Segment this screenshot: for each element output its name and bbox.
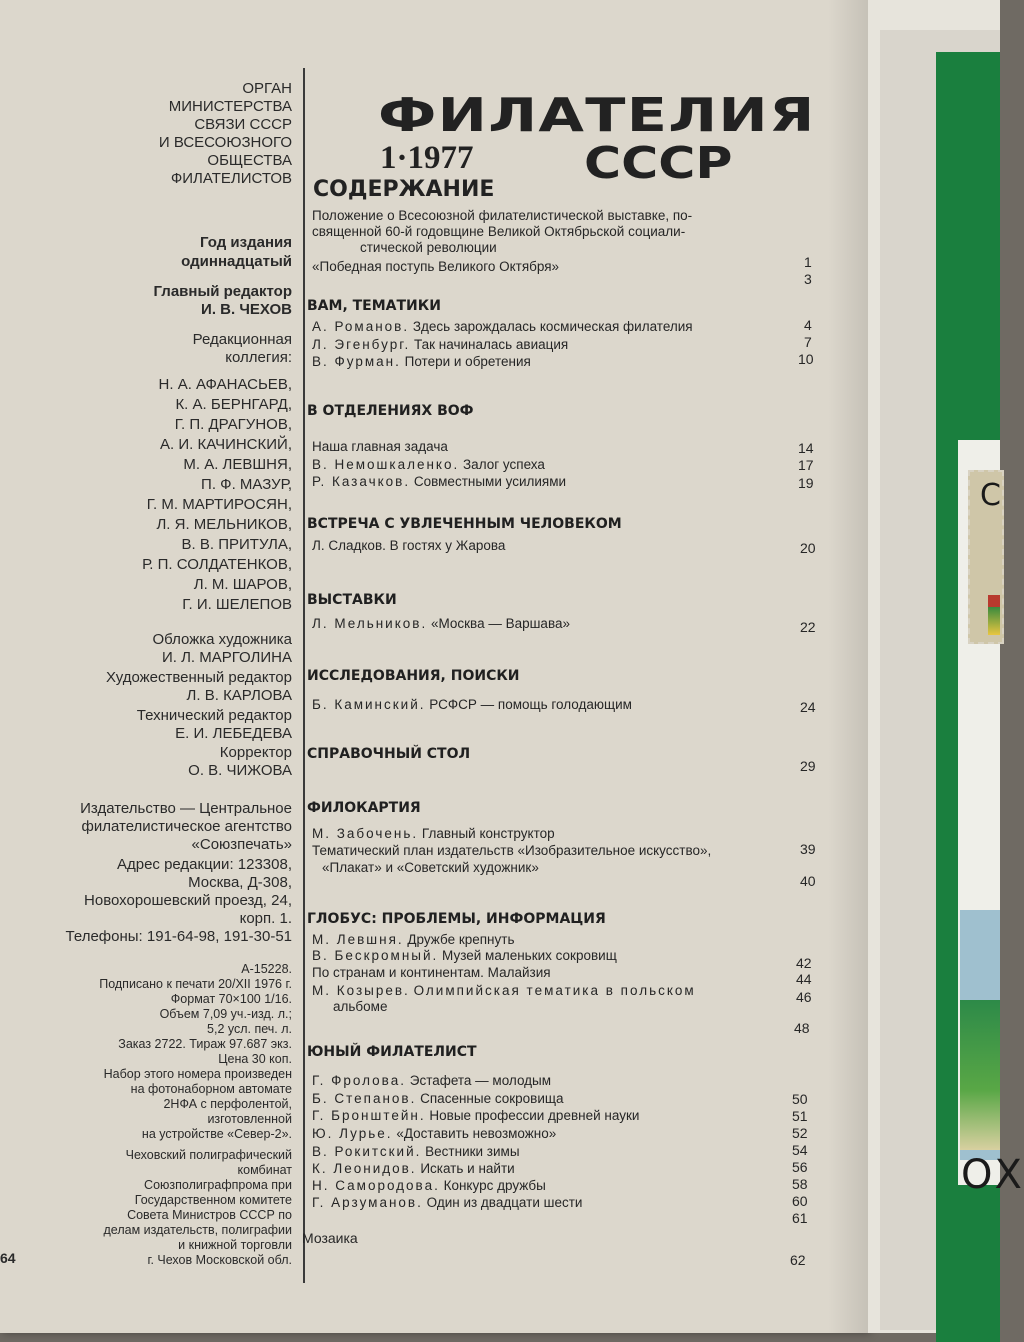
toc-title: Здесь зарождалась космическая филателия <box>412 319 693 334</box>
toc-entry <box>312 697 632 713</box>
organ-line: МИНИСТЕРСТВА <box>168 98 292 115</box>
page-ref: 50 <box>792 1091 808 1107</box>
chief-editor-name: И. В. ЧЕХОВ <box>201 301 292 318</box>
credit-name: И. Л. МАРГОЛИНА <box>161 649 292 666</box>
toc-entry <box>312 948 617 964</box>
organ-line: СВЯЗИ СССР <box>194 116 292 133</box>
toc-author: Ю. Лурье. <box>312 1126 393 1141</box>
toc-title: Дружбе крепнуть <box>407 932 515 947</box>
toc-title: РСФСР — помощь голодающим <box>429 697 632 712</box>
page-ref: 40 <box>800 873 816 889</box>
toc-entry <box>312 1126 556 1142</box>
page-ref: 54 <box>792 1142 808 1158</box>
board-member: А. И. КАЧИНСКИЙ, <box>160 436 292 453</box>
magazine-title: ФИЛАТЕЛИЯ <box>378 88 816 142</box>
page-ref: 29 <box>800 758 816 774</box>
intro-line: священной 60-й годовщине Великой Октябрьской социали- <box>312 224 686 239</box>
toc-entry-mosaic: Мозаика <box>302 1230 358 1246</box>
toc-title: Потери и обретения <box>404 354 531 369</box>
imprint-line: Государственном комитете <box>134 1193 292 1207</box>
section-heading: ВСТРЕЧА С УВЛЕЧЕННЫМ ЧЕЛОВЕКОМ <box>307 516 622 532</box>
organ-line: ОБЩЕСТВА <box>207 152 292 169</box>
imprint-line: А-15228. <box>241 962 292 976</box>
page-ref: 61 <box>792 1210 808 1226</box>
intro-line: Положение о Всесоюзной филателистической выставке, по- <box>312 208 693 223</box>
toc-title: «Москва — Варшава» <box>430 616 570 631</box>
page-ref: 20 <box>800 540 816 556</box>
section-heading: В ОТДЕЛЕНИЯХ ВОФ <box>307 403 474 419</box>
board-member: Л. М. ШАРОВ, <box>193 576 292 593</box>
page-ref: 60 <box>792 1193 808 1209</box>
toc-entry <box>312 457 545 473</box>
section-heading: ВЫСТАВКИ <box>307 592 397 608</box>
toc-entry <box>312 439 448 455</box>
toc-title: Конкурс дружбы <box>443 1178 546 1193</box>
page-ref: 42 <box>796 955 812 971</box>
toc-title: По странам и континентам. Малайзия <box>312 965 551 980</box>
organ-line: ОРГАН <box>242 80 292 97</box>
toc-entry <box>312 965 551 981</box>
toc-author: Г. Бронштейн. <box>312 1108 426 1123</box>
toc-entry <box>312 1178 546 1194</box>
toc-author: В. Бескромный. <box>312 948 439 963</box>
toc-author: Г. Арзуманов. <box>312 1195 423 1210</box>
board-member: Г. П. ДРАГУНОВ, <box>174 416 292 433</box>
address-line: Москва, Д-308, <box>188 874 292 891</box>
toc-entry <box>312 337 568 353</box>
toc-title: Спасенные сокровища <box>420 1091 564 1106</box>
imprint-line: на устройстве «Север-2». <box>141 1127 292 1141</box>
imprint-line: на фотонаборном автомате <box>130 1082 292 1096</box>
page-ref: 4 <box>804 317 812 333</box>
section-heading: ЮНЫЙ ФИЛАТЕЛИСТ <box>307 1044 477 1060</box>
imprint-line: Совета Министров СССР по <box>127 1208 292 1222</box>
toc-entry <box>312 474 566 490</box>
section-heading: ИССЛЕДОВАНИЯ, ПОИСКИ <box>307 668 520 684</box>
page-ref: 10 <box>798 351 814 367</box>
toc-entry <box>312 1108 639 1124</box>
toc-entry <box>312 354 531 370</box>
page-ref: 58 <box>792 1176 808 1192</box>
imprint-line: 5,2 усл. печ. л. <box>207 1022 292 1036</box>
toc-entry <box>312 1091 563 1107</box>
imprint-line: Заказ 2722. Тираж 97.687 экз. <box>118 1037 292 1051</box>
address-line: Адрес редакции: 123308, <box>116 856 292 873</box>
toc-author: М. Забочень. <box>312 826 419 841</box>
section-heading: ФИЛОКАРТИЯ <box>307 800 421 816</box>
toc-author: Б. Степанов. <box>312 1091 417 1106</box>
credit-name: Л. В. КАРЛОВА <box>186 687 292 704</box>
cover-landscape-image <box>960 1000 1000 1150</box>
credit-role: Технический редактор <box>136 707 292 724</box>
toc-title: Главный конструктор <box>421 826 555 841</box>
page-ref: 24 <box>800 699 816 715</box>
board-label: Редакционная <box>192 331 292 348</box>
address-line: Новохорошевский проезд, 24, <box>84 892 292 909</box>
publisher-line: филателистическое агентство <box>81 818 292 835</box>
organ-line: ФИЛАТЕЛИСТОВ <box>170 170 292 187</box>
column-divider <box>303 68 305 1283</box>
credit-role: Художественный редактор <box>106 669 292 686</box>
section-heading: ГЛОБУС: ПРОБЛЕМЫ, ИНФОРМАЦИЯ <box>307 911 606 927</box>
imprint-line: и книжной торговли <box>178 1238 292 1252</box>
imprint-line: Формат 70×100 1/16. <box>170 992 292 1006</box>
page-ref: 51 <box>792 1108 808 1124</box>
page-ref: 19 <box>798 475 814 491</box>
toc-entry <box>312 843 711 859</box>
imprint-column <box>0 0 292 1333</box>
toc-entry <box>312 983 696 999</box>
toc-entry <box>333 999 387 1015</box>
toc-entry <box>312 1161 515 1177</box>
page-number: 64 <box>0 1250 16 1266</box>
credit-name: Е. И. ЛЕБЕДЕВА <box>175 725 292 742</box>
toc-author: А. Романов. <box>312 319 410 334</box>
page-ref: 7 <box>804 334 812 350</box>
phones: Телефоны: 191-64-98, 191-30-51 <box>65 928 292 945</box>
imprint-line: комбинат <box>237 1163 292 1177</box>
toc-author: Л. Сладков. <box>312 538 386 553</box>
toc-entry <box>312 932 514 948</box>
toc-author: Л. Эгенбург. <box>312 337 411 352</box>
board-member: Л. Я. МЕЛЬНИКОВ, <box>156 516 292 533</box>
publisher-line: «Союзпечать» <box>191 836 292 853</box>
page-ref: 39 <box>800 841 816 857</box>
year-label: Год издания <box>200 234 292 251</box>
imprint-line: Союзполиграфпрома при <box>144 1178 292 1192</box>
toc-entry <box>312 1195 582 1211</box>
section-heading: СПРАВОЧНЫЙ СТОЛ <box>307 746 471 762</box>
publisher-line: Издательство — Центральное <box>80 800 292 817</box>
toc-title: альбоме <box>333 999 388 1014</box>
contents-heading: СОДЕРЖАНИЕ <box>313 177 495 202</box>
imprint-line: г. Чехов Московской обл. <box>147 1253 292 1267</box>
toc-title: Олимпийская тематика в польском <box>413 983 696 998</box>
board-member: Г. М. МАРТИРОСЯН, <box>146 496 292 513</box>
page-ref: 62 <box>790 1252 806 1268</box>
page-ref: 17 <box>798 457 814 473</box>
credit-name: О. В. ЧИЖОВА <box>188 762 292 779</box>
chief-editor-label: Главный редактор <box>153 283 292 300</box>
toc-title: Так начиналась авиация <box>414 337 569 352</box>
cover-letter: С <box>980 478 1001 513</box>
intro-line: стической революции <box>360 240 497 255</box>
imprint-line: Чеховский полиграфический <box>125 1148 292 1162</box>
page-ref: 48 <box>794 1020 810 1036</box>
page-ref: 52 <box>792 1125 808 1141</box>
board-member: Р. П. СОЛДАТЕНКОВ, <box>142 556 292 573</box>
page-ref: 22 <box>800 619 816 635</box>
toc-title: Эстафета — молодым <box>409 1073 552 1088</box>
toc-title: Совместными усилиями <box>413 474 567 489</box>
toc-title: Залог успеха <box>463 457 545 472</box>
issue-number: 1·1977 <box>380 140 474 176</box>
credit-role: Корректор <box>219 744 292 761</box>
section-heading: ВАМ, ТЕМАТИКИ <box>307 298 441 314</box>
credit-role: Обложка художника <box>152 631 292 648</box>
board-member: К. А. БЕРНГАРД, <box>175 396 292 413</box>
cover-letters: ОХ <box>961 1152 1024 1198</box>
page-ref: 1 <box>804 254 812 270</box>
magazine-title-ussr: СССР <box>584 138 733 189</box>
intro-line: «Победная поступь Великого Октября» <box>312 259 560 274</box>
toc-title: В гостях у Жарова <box>389 538 506 553</box>
toc-title: Наша главная задача <box>312 439 448 454</box>
page-ref: 56 <box>792 1159 808 1175</box>
toc-entry <box>322 860 539 876</box>
toc-entry <box>312 538 505 554</box>
year-label: одиннадцатый <box>181 253 292 270</box>
board-member: Н. А. АФАНАСЬЕВ, <box>158 376 292 393</box>
toc-title: Один из двадцати шести <box>426 1195 583 1210</box>
toc-title: «Доставить невозможно» <box>396 1126 557 1141</box>
organ-line: И ВСЕСОЮЗНОГО <box>158 134 292 151</box>
imprint-line: Подписано к печати 20/XII 1976 г. <box>99 977 292 991</box>
toc-title: Тематический план издательств «Изобразительное искусство», <box>312 843 712 858</box>
toc-entry <box>312 826 555 842</box>
toc-author: Н. Самородова. <box>312 1178 440 1193</box>
board-label: коллегия: <box>225 349 292 366</box>
board-member: В. В. ПРИТУЛА, <box>181 536 292 553</box>
imprint-line: делам издательств, полиграфии <box>103 1223 292 1237</box>
page-ref: 46 <box>796 989 812 1005</box>
page-ref: 3 <box>804 271 812 287</box>
address-line: корп. 1. <box>239 910 292 927</box>
toc-entry <box>312 1144 520 1160</box>
toc-entry <box>312 1073 551 1089</box>
toc-author: М. Левшня. <box>312 932 404 947</box>
imprint-line: 2НФА с перфолентой, <box>163 1097 292 1111</box>
toc-author: М. Козырев. <box>312 983 410 998</box>
board-member: П. Ф. МАЗУР, <box>201 476 292 493</box>
imprint-line: Объем 7,09 уч.-изд. л.; <box>159 1007 292 1021</box>
board-member: М. А. ЛЕВШНЯ, <box>183 456 292 473</box>
toc-title: Искать и найти <box>420 1161 515 1176</box>
page-ref: 14 <box>798 440 814 456</box>
toc-author: К. Леонидов. <box>312 1161 417 1176</box>
toc-author: Г. Фролова. <box>312 1073 406 1088</box>
toc-title: Музей маленьких сокровищ <box>442 948 617 963</box>
page-ref: 44 <box>796 971 812 987</box>
toc-author: Р. Казачков. <box>312 474 411 489</box>
board-member: Г. И. ШЕЛЕПОВ <box>182 596 292 613</box>
imprint-line: изготовленной <box>207 1112 292 1126</box>
toc-entry <box>312 616 570 632</box>
toc-title: Вестники зимы <box>425 1144 520 1159</box>
toc-author: В. Фурман. <box>312 354 401 369</box>
toc-author: В. Немошкаленко. <box>312 457 460 472</box>
toc-title: Новые профессии древней науки <box>429 1108 640 1123</box>
toc-title: «Плакат» и «Советский художник» <box>322 860 539 875</box>
toc-author: В. Рокитский. <box>312 1144 422 1159</box>
toc-author: Б. Каминский. <box>312 697 426 712</box>
toc-entry <box>312 319 693 335</box>
imprint-line: Набор этого номера произведен <box>103 1067 292 1081</box>
toc-author: Л. Мельников. <box>312 616 428 631</box>
stamp-scene-image <box>988 595 1000 635</box>
imprint-line: Цена 30 коп. <box>218 1052 292 1066</box>
